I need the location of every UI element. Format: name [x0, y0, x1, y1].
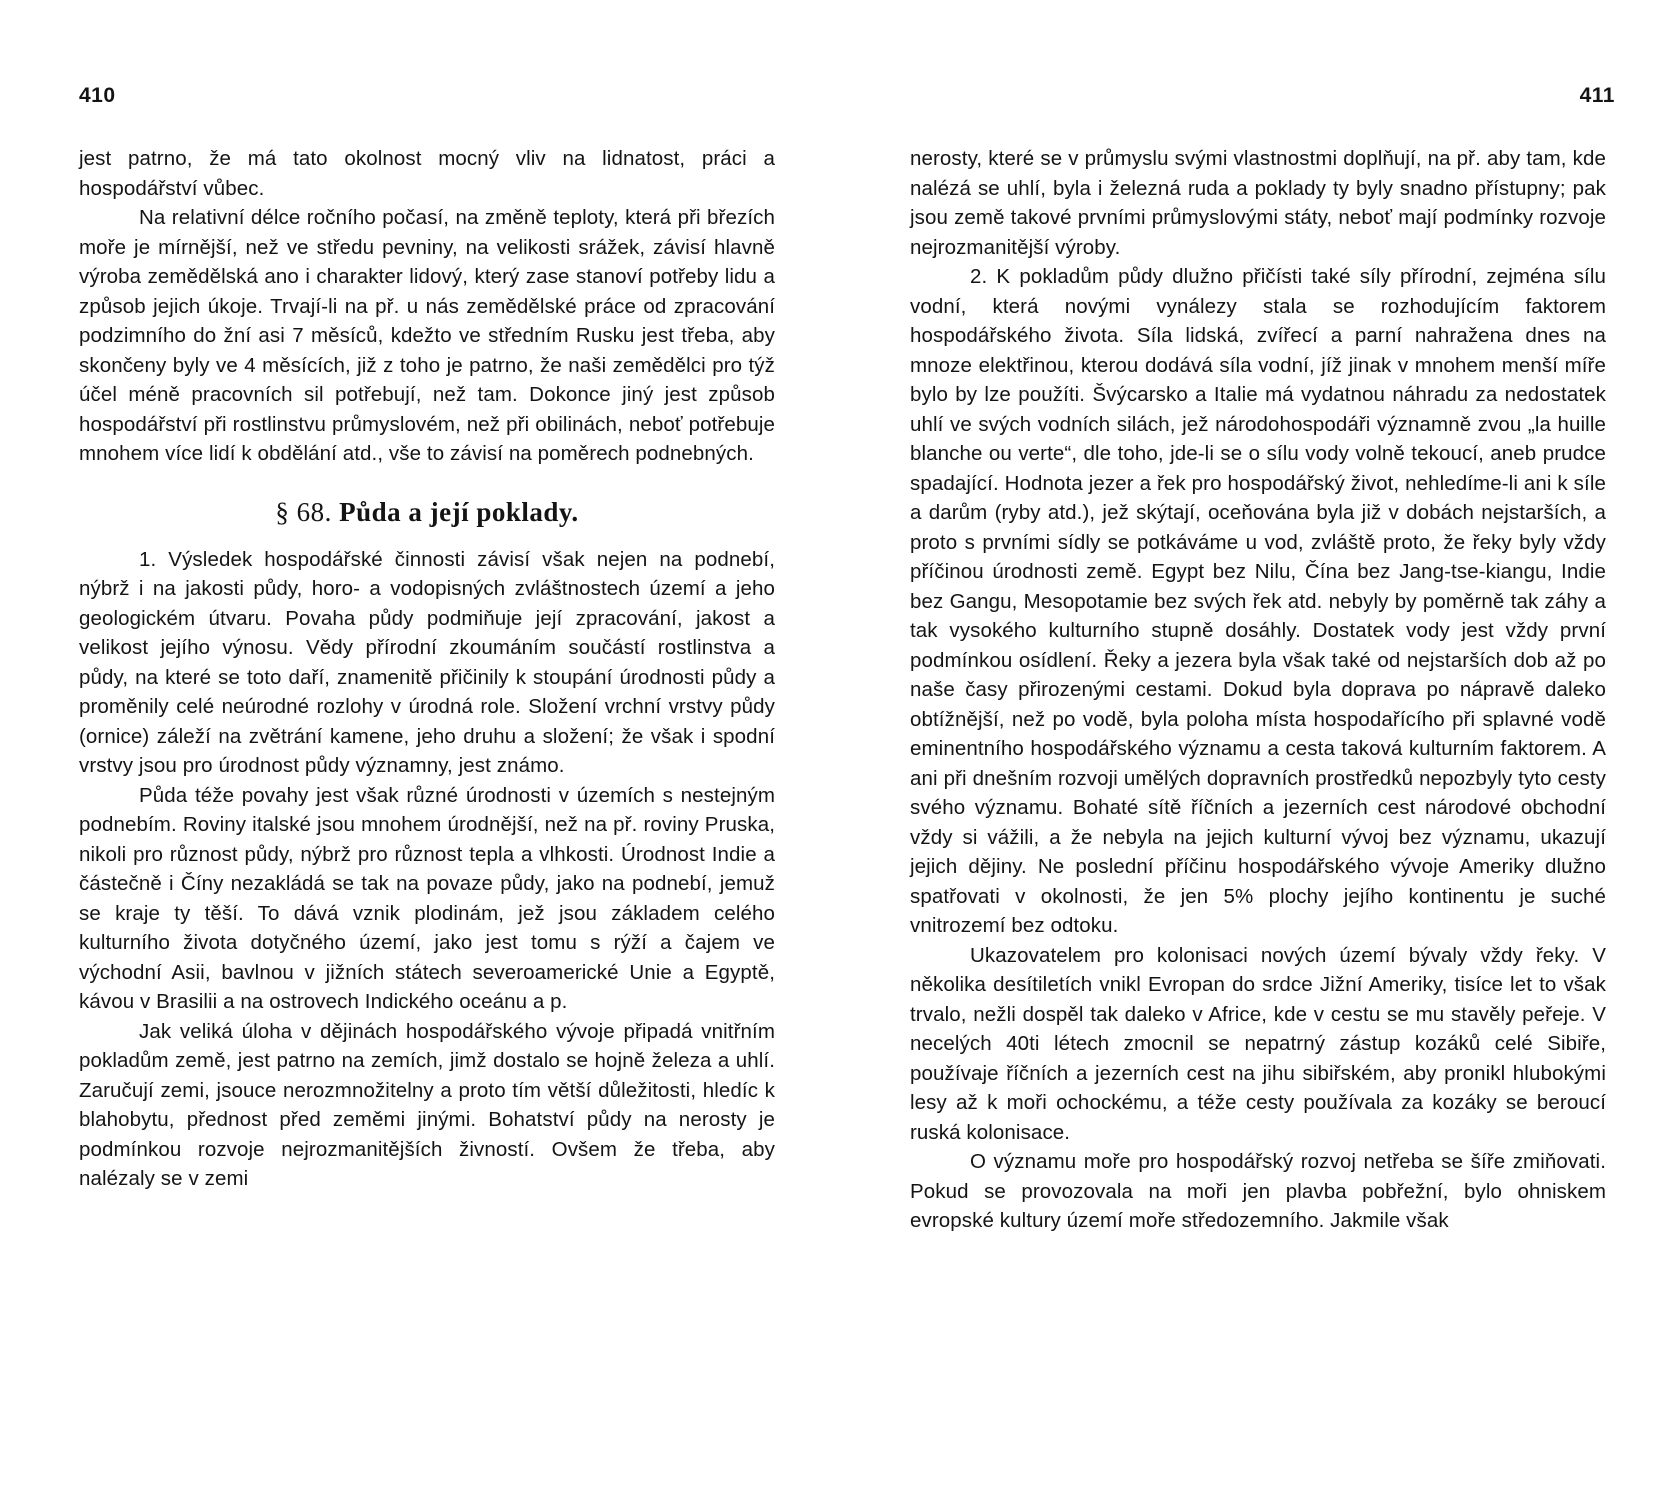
section-title: Půda a její poklady.	[339, 496, 579, 527]
paragraph: 1. Výsledek hospodářské činnosti závisí však nejen na podnebí, nýbrž i na jakosti půdy, horo- a vodopisných zvláštnostech území a jeho geologickém útvaru. Povaha půdy podmiňuje její zpracování, jakost a velikost jejího výnosu. Vědy přírodní zkoumáním součástí rostlinstva a půdy, na které se toto daří, znamenitě přičinily k stoupání úrodnosti půdy a proměnily celé neúrodné rozlohy v úrodná role. Složení vrchní vrstvy půdy (ornice) záleží na zvětrání kamene, jeho druhu a složení; že však i spodní vrstvy jsou pro úrodnost půdy významny, jest známo.	[79, 547, 775, 777]
paragraph: nerosty, které se v průmyslu svými vlastnostmi doplňují, na př. aby tam, kde nalézá se uhlí, byla i železná ruda a poklady ty byly snadno přístupny; pak jsou země takové prvními průmyslovými státy, neboť mají podmínky rozvoje nejrozmanitější výroby.	[910, 147, 1606, 259]
paragraph: O významu moře pro hospodářský rozvoj netřeba se šíře zmiňovati. Pokud se provozovala na moři jen plavba pobřežní, bylo ohniskem evropské kultury území moře středozemního. Jakmile však	[910, 1150, 1606, 1232]
section-heading	[79, 495, 775, 529]
page-number-right: 411	[1579, 84, 1615, 107]
paragraph: Ukazovatelem pro kolonisaci nových území bývaly vždy řeky. V několika desítiletích vnikl Evropan do srdce Jižní Ameriky, tisíce let to však trvalo, nežli dospěl tak daleko v Africe, kde v cestu se mu stavěly peřeje. V necelých 40ti létech zmocnil se nepatrný zástup kozáků celé Sibiře, používaje říčních a jezerních cest na jihu sibiřském, aby pronikl hlubokými lesy až k moři ochockému, a téže cesty používala za kozáky se beroucí ruská kolonisace.	[910, 943, 1606, 1144]
left-page-text	[79, 144, 775, 1194]
page-number-left: 410	[79, 84, 116, 107]
right-page-text	[910, 144, 1606, 1236]
paragraph: Půda téže povahy jest však různé úrodnosti v územích s nestejným podnebím. Roviny italské jsou mnohem úrodnější, než na př. roviny Pruska, nikoli pro různost půdy, nýbrž pro různost tepla a vlhkosti. Úrodnost Indie a částečně i Číny nezakládá se tak na povaze půdy, jako na podnebí, jemuž se kraje ty těší. To dává vznik plodinám, jež jsou základem celého kulturního života dotyčného území, jako jest tomu s rýží a čajem ve východní Asii, bavlnou v jižních státech severoamerické Unie a Egyptě, kávou v Brasilii a na ostrovech Indického oceánu a p.	[79, 783, 775, 1013]
paragraph: 2. K pokladům půdy dlužno přičísti také síly přírodní, zejména sílu vodní, která novými vynálezy stala se rozhodujícím faktorem hospodářského života. Síla lidská, zvířecí a parní nahražena dnes na mnoze elektřinou, kterou dodává síla vodní, jíž jinak v mnohem menší míře bylo by lze použíti. Švýcarsko a Italie má vydatnou náhradu za nedostatek uhlí ve svých vodních silách, jež národohospodáři významně zvou „la huille blanche ou verte“, dle toho, jde-li se o sílu vody volně tekoucí, aneb prudce spadající. Hodnota jezer a řek pro hospodářský život, nehledíme-li ani k síle a darům (ryby atd.), jež skýtají, oceňována byla již v dobách nejstarších, a proto s prvními sídly se potkáváme u vod, zvláště proto, že řeky byly vždy příčinou úrodnosti země. Egypt bez Nilu, Čína bez Jang-tse-kiangu, Indie bez Gangu, Mesopotamie bez svých řek atd. nebyly by poměrně tak záhy a tak vysokého kulturního stupně dosáhly. Dostatek vody jest vždy první podmínkou osídlení. Řeky a jezera byla však také od nejstarších dob až po naše časy přirozenými cestami. Dokud byla doprava po nápravě daleko obtížnější, než po vodě, byla poloha místa hospodařícího při splavné vodě eminentního hospodářského významu a cesta taková kulturním faktorem. A ani při dnešním rozvoji umělých dopravních prostředků nepozbyly tyto cesty svého významu. Bohaté sítě říčních a jezerních cest národové obchodní vždy si vážili, a že nebyla na jejich kulturní vývoj bez významu, ukazují jejich dějiny. Ne poslední příčinu hospodářského vývoje Ameriky dlužno spatřovati v okolnosti, že jen 5% plochy jejího kontinentu je suché vnitrozemí bez odtoku.	[910, 265, 1606, 937]
paragraph: Na relativní délce ročního počasí, na změně teploty, která při březích moře je mírnější, než ve středu pevniny, na velikosti srážek, závisí hlavně výroba zemědělská ano i charakter lidový, který zase stanoví potřeby lidu a způsob jejich úkoje. Trvají-li na př. u nás zemědělské práce od zpracování podzimního do žní asi 7 měsíců, kdežto ve středním Rusku jest třeba, aby skončeny byly ve 4 měsících, již z toho je patrno, že naši zemědělci pro týž účel méně pracovních sil potřebují, než tam. Dokonce jiný jest způsob hospodářství při rostlinstvu průmyslovém, než při obilinách, neboť potřebuje mnohem více lidí k obdělání atd., vše to závisí na poměrech podnebných.	[79, 206, 775, 465]
section-number: § 68.	[275, 496, 332, 527]
right-page	[836, 0, 1672, 1500]
paragraph: Jak veliká úloha v dějinách hospodářského vývoje připadá vnitřním pokladům země, jest patrno na zemích, jimž dostalo se hojně železa a uhlí. Zaručují zemi, jsouce nerozmnožitelny a proto tím větší důležitosti, hledíc k blahobytu, přednost před zeměmi jinými. Bohatství půdy na nerosty je podmínkou rozvoje nejrozmanitějších živností. Ovšem že třeba, aby nalézaly se v zemi	[79, 1019, 775, 1190]
paragraph: jest patrno, že má tato okolnost mocný vliv na lidnatost, práci a hospodářství vůbec.	[79, 147, 775, 200]
